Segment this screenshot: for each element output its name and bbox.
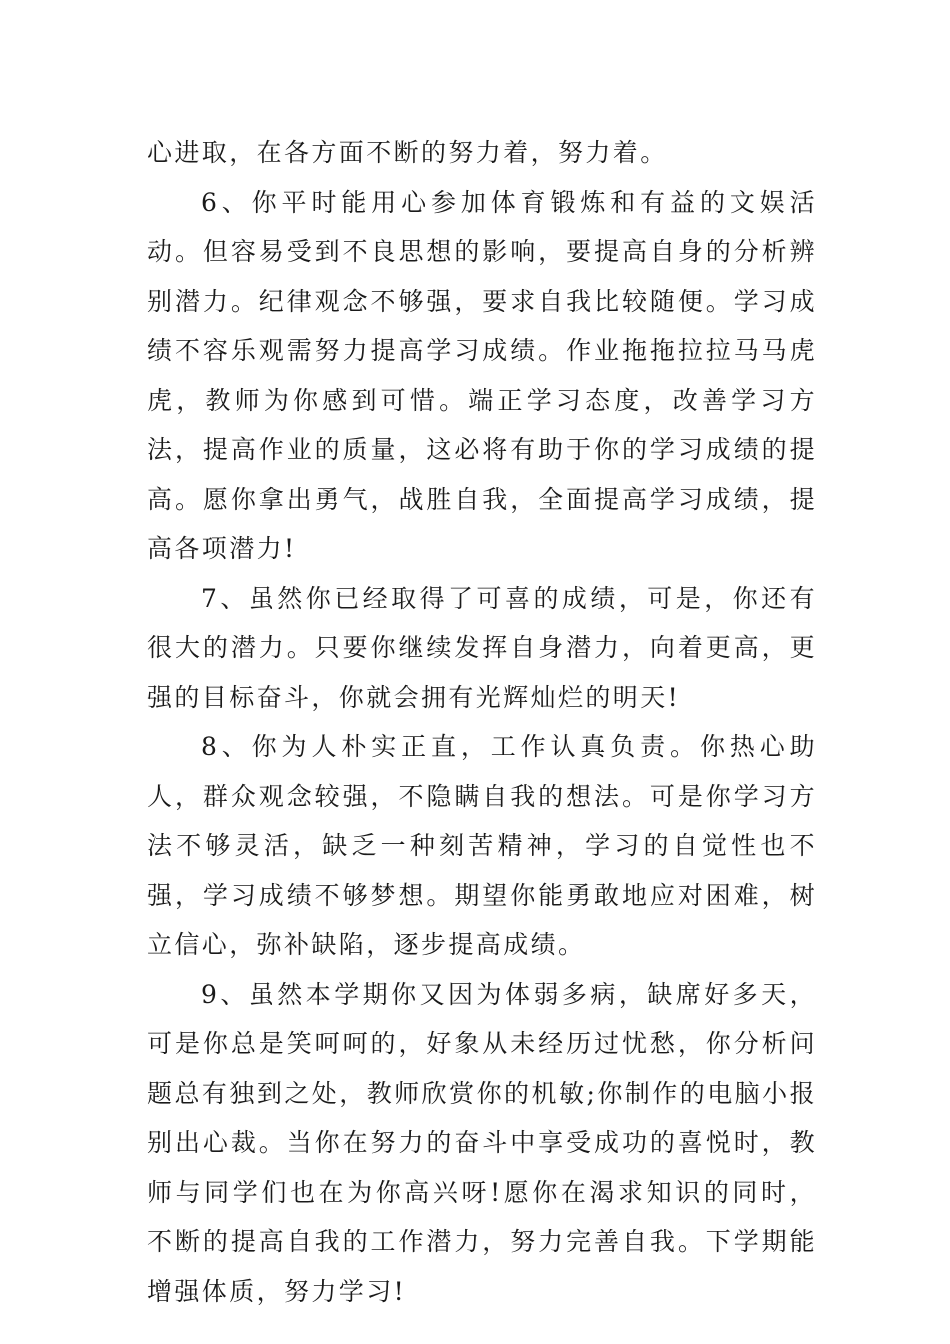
paragraph-continuation: 心进取，在各方面不断的努力着，努力着。 (147, 138, 668, 167)
paragraph-item-7: 7、虽然你已经取得了可喜的成绩，可是，你还有很大的潜力。只要你继续发挥自身潜力，向着更高，更强的目标奋斗，你就会拥有光辉灿烂的明天! (147, 583, 817, 712)
paragraph-item-8: 8、你为人朴实正直，工作认真负责。你热心助人，群众观念较强，不隐瞒自我的想法。可是你学习方法不够灵活，缺乏一种刻苦精神，学习的自觉性也不强，学习成绩不够梦想。期望你能勇敢地应对困难，树立信心，弥补缺陷，逐步提高成绩。 (147, 732, 817, 959)
paragraph-item-6: 6、你平时能用心参加体育锻炼和有益的文娱活动。但容易受到不良思想的影响，要提高自身的分析辨别潜力。纪律观念不够强，要求自我比较随便。学习成绩不容乐观需努力提高学习成绩。作业拖拖拉拉马马虎虎，教师为你感到可惜。端正学习态度，改善学习方法，提高作业的质量，这必将有助于你的学习成绩的提高。愿你拿出勇气，战胜自我，全面提高学习成绩，提高各项潜力! (147, 187, 817, 563)
paragraph-item-9: 9、虽然本学期你又因为体弱多病，缺席好多天，可是你总是笑呵呵的，好象从未经历过忧愁，你分析问题总有独到之处，教师欣赏你的机敏;你制作的电脑小报别出心裁。当你在努力的奋斗中享受成功的喜悦时，教师与同学们也在为你高兴呀!愿你在渴求知识的同时，不断的提高自我的工作潜力，努力完善自我。下学期能增强体质，努力学习! (147, 979, 817, 1306)
document-body (147, 128, 817, 1316)
